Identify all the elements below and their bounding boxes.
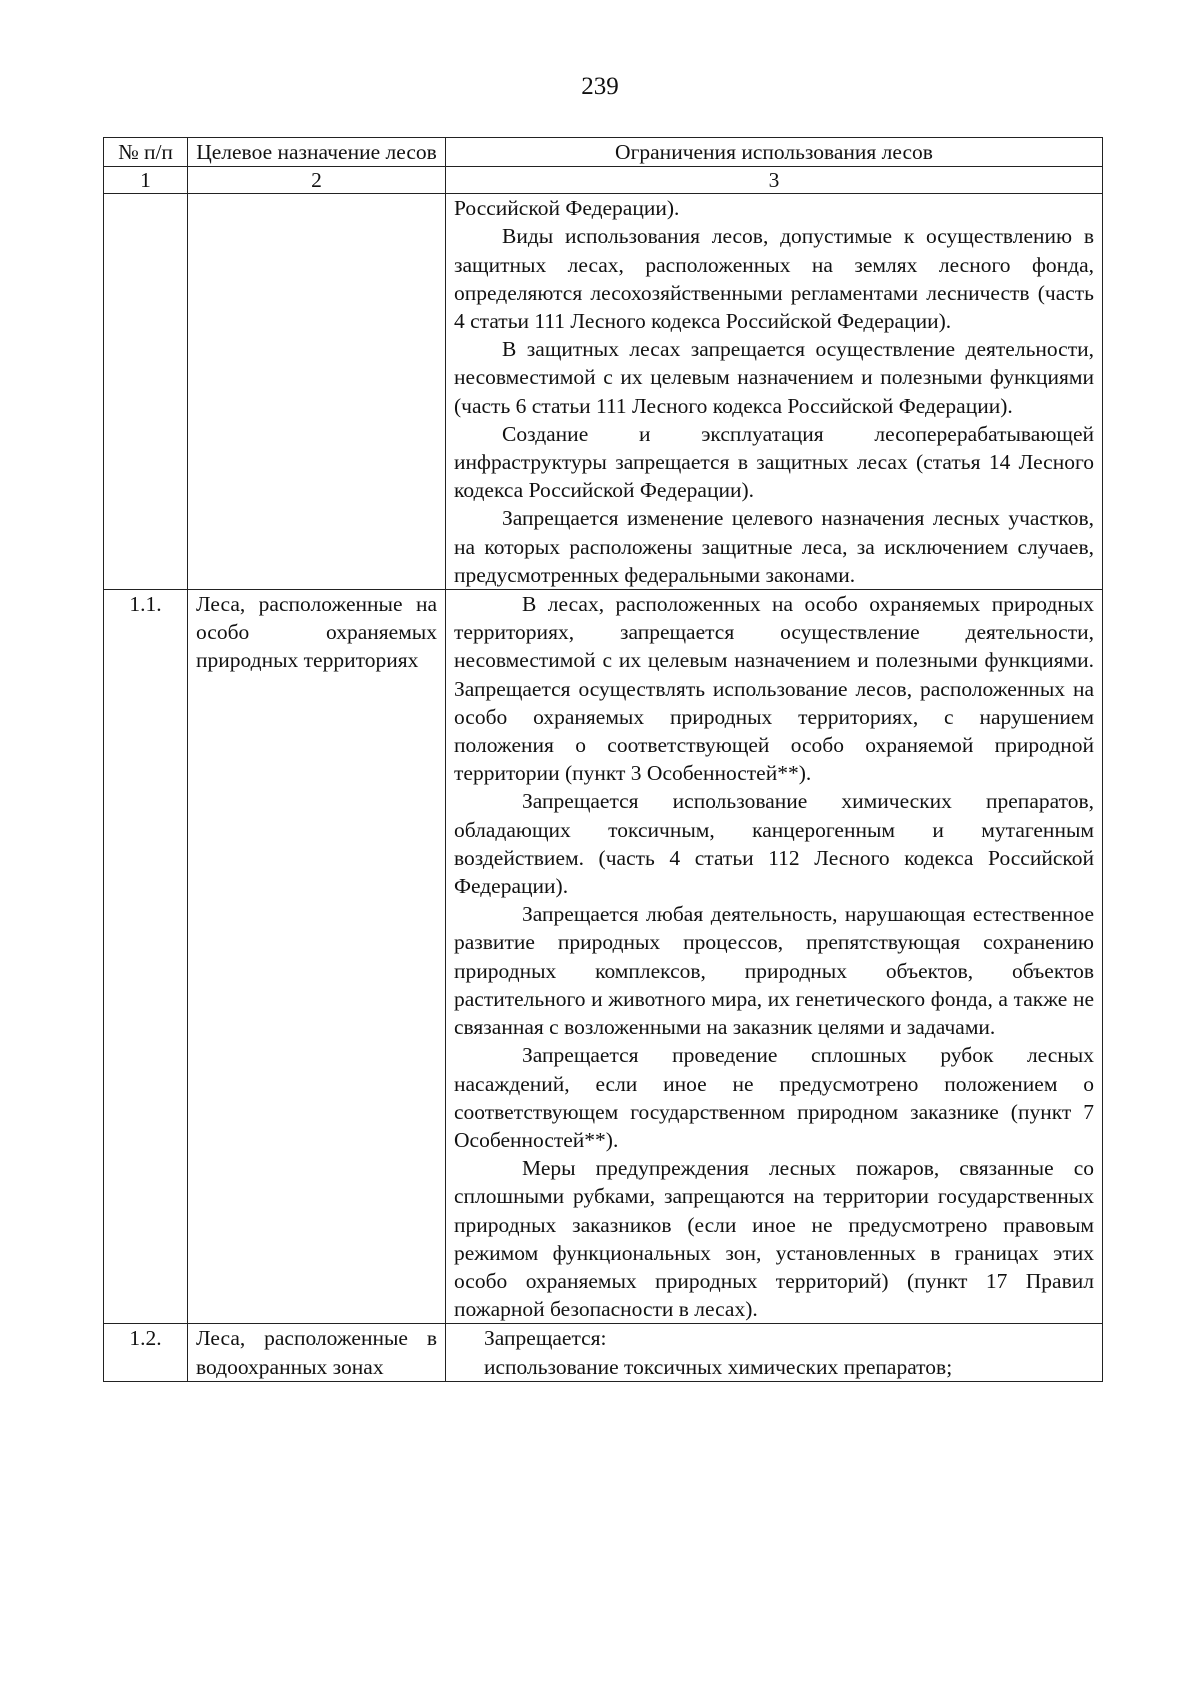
table-row [104,1324,1103,1381]
row-number: 1.2. [104,1324,188,1381]
restriction-paragraph: Запрещается проведение сплошных рубок лесных насаждений, если иное не предусмотрено положением о соответствующем государственном природном заказнике (пункт 7 Особенностей**). [454,1043,1094,1152]
restriction-paragraph: Создание и эксплуатация лесоперерабатывающей инфраструктуры запрещается в защитных лесах (статья 14 Лесного кодекса Российской Федерации). [454,421,1094,503]
column-number-2: 2 [188,167,446,194]
row-restrictions [446,194,1103,590]
restriction-paragraph: использование токсичных химических препаратов; [484,1354,953,1379]
restriction-paragraph: В защитных лесах запрещается осуществление деятельности, несовместимой с их целевым назначением и полезными функциями (часть 6 статьи 111 Лесного кодекса Российской Федерации). [454,337,1094,418]
restriction-paragraph: Запрещается изменение целевого назначения лесных участков, на которых расположены защитные леса, за исключением случаев, предусмотренных федеральными законами. [454,506,1094,587]
restriction-paragraph: Запрещается: [484,1326,607,1351]
restriction-paragraph: Меры предупреждения лесных пожаров, связанные со сплошными рубками, запрещаются на территории государственных природных заказников (если иное не предусмотрено правовым режимом функциональных зон, установленных в границах этих особо охраняемых природных территорий) (пункт 17 Правил пожарной безопасности в лесах). [454,1156,1094,1322]
restriction-paragraph: В лесах, расположенных на особо охраняемых природных территориях, запрещается осуществление деятельности, несовместимой с их целевым назначением и полезными функциями. Запрещается осуществлять использование лесов, расположенных на особо охраняемых природных территориях, с нарушением положения о соответствующей особо охраняемой природной территории (пункт 3 Особенностей**). [454,592,1094,786]
forest-restrictions-table [103,137,1103,1382]
table-header-row [104,138,1103,167]
header-number: № п/п [104,138,188,167]
header-purpose: Целевое назначение лесов [188,138,446,167]
table-row [104,590,1103,1324]
restriction-paragraph: Запрещается использование химических препаратов, обладающих токсичным, канцерогенным и мутагенным воздействием. (часть 4 статьи 112 Лесного кодекса Российской Федерации). [454,789,1094,899]
restriction-paragraph: Виды использования лесов, допустимые к осуществлению в защитных лесах, расположенных на землях лесного фонда, определяются лесохозяйственными регламентами лесничеств (часть 4 статьи 111 Лесного кодекса Российской Федерации). [454,224,1094,334]
header-restrictions: Ограничения использования лесов [446,138,1103,167]
restriction-paragraph: Запрещается любая деятельность, нарушающая естественное развитие природных процессов, препятствующая сохранению природных комплексов, природных объектов, объектов растительного и животного мира, их генетического фонда, а также не связанная с возложенными на заказник целями и задачами. [454,902,1094,1040]
row-restrictions [446,1324,1103,1381]
row-number [104,194,188,590]
restriction-paragraph: Российской Федерации). [454,196,680,221]
row-purpose: Леса, расположенные на особо охраняемых природных территориях [188,590,446,1324]
column-number-row [104,167,1103,194]
row-number: 1.1. [104,590,188,1324]
row-restrictions [446,590,1103,1324]
table-row [104,194,1103,590]
page-number: 239 [581,73,619,100]
row-purpose [188,194,446,590]
column-number-1: 1 [104,167,188,194]
row-purpose: Леса, расположенные в водоохранных зонах [188,1324,446,1381]
column-number-3: 3 [446,167,1103,194]
